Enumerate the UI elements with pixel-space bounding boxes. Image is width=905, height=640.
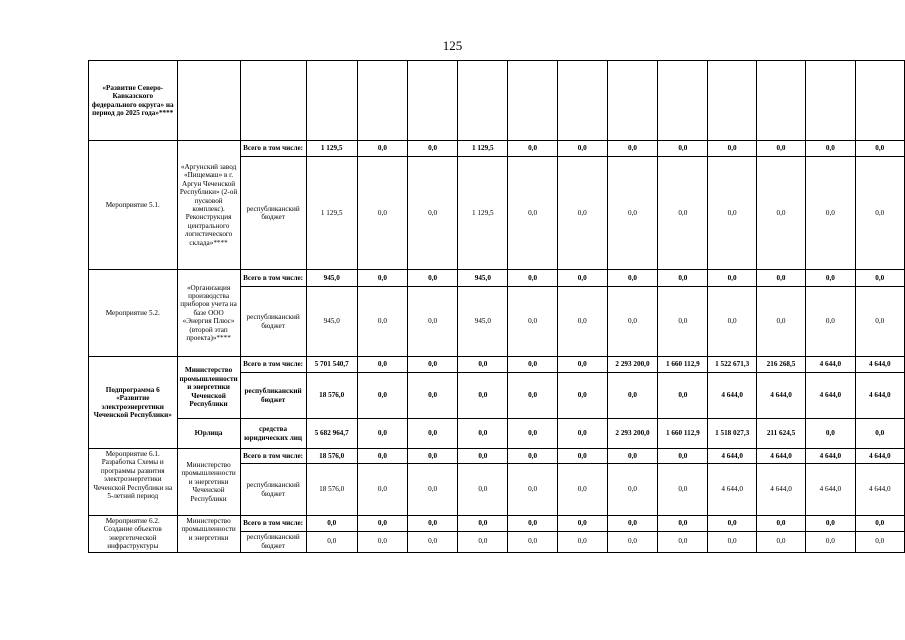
- value-cell: 0,0: [508, 157, 557, 270]
- measure-label-cell: Мероприятие 6.1. Разработка Схемы и программы развития электроэнергетики Чеченской Республики на 5-летний период: [89, 449, 178, 516]
- value-cell: 18 576,0: [306, 373, 357, 419]
- table-row: [89, 419, 905, 449]
- value-cell: 0,0: [607, 287, 657, 357]
- value-cell: 0,0: [408, 141, 458, 157]
- value-cell: 0,0: [658, 373, 708, 419]
- value-cell: 0,0: [756, 141, 805, 157]
- value-cell: 4 644,0: [806, 357, 855, 373]
- value-cell: 0,0: [806, 531, 855, 552]
- measure-label-cell: Мероприятие 5.2.: [89, 270, 178, 357]
- value-cell: 0,0: [607, 270, 657, 287]
- value-cell: 4 644,0: [855, 449, 904, 464]
- value-cell: 0,0: [855, 287, 904, 357]
- empty-cell: [458, 61, 508, 141]
- value-cell: 0,0: [557, 464, 607, 516]
- value-cell: 0,0: [658, 449, 708, 464]
- executor-cell: Министерство промышленности и энергетики Чеченской Республики: [177, 357, 240, 419]
- measure-label-cell: Мероприятие 6.2. Создание объектов энергетической инфраструктуры: [89, 516, 178, 553]
- funding-source-cell: республиканский бюджет: [240, 531, 306, 552]
- value-cell: 945,0: [458, 270, 508, 287]
- value-cell: 0,0: [607, 141, 657, 157]
- empty-cell: [855, 61, 904, 141]
- value-cell: 4 644,0: [708, 449, 756, 464]
- table-row: [89, 516, 905, 532]
- value-cell: 0,0: [708, 287, 756, 357]
- empty-cell: [806, 61, 855, 141]
- value-cell: 0,0: [408, 464, 458, 516]
- value-cell: 0,0: [508, 287, 557, 357]
- value-cell: 0,0: [806, 157, 855, 270]
- funding-source-cell: Всего в том числе:: [240, 449, 306, 464]
- value-cell: 0,0: [806, 287, 855, 357]
- funding-source-cell: республиканский бюджет: [240, 157, 306, 270]
- value-cell: 0,0: [708, 531, 756, 552]
- value-cell: 945,0: [458, 287, 508, 357]
- value-cell: 0,0: [658, 287, 708, 357]
- executor-cell: «Аргунский завод «Пищемаш» в г. Аргун Чеченской Республики» (2-ой пусковой комплекс). Реконструкция центрального логистического склада»****: [177, 141, 240, 270]
- value-cell: 0,0: [357, 373, 407, 419]
- value-cell: 0,0: [357, 419, 407, 449]
- value-cell: 4 644,0: [756, 464, 805, 516]
- value-cell: 0,0: [658, 531, 708, 552]
- empty-cell: [756, 61, 805, 141]
- value-cell: 0,0: [408, 357, 458, 373]
- value-cell: 1 660 112,9: [658, 419, 708, 449]
- value-cell: 0,0: [806, 419, 855, 449]
- value-cell: 5 701 540,7: [306, 357, 357, 373]
- value-cell: 0,0: [357, 531, 407, 552]
- empty-cell: [607, 61, 657, 141]
- empty-cell: [357, 61, 407, 141]
- value-cell: 211 624,5: [756, 419, 805, 449]
- empty-cell: [306, 61, 357, 141]
- value-cell: 0,0: [756, 270, 805, 287]
- value-cell: 0,0: [557, 357, 607, 373]
- table-row: [89, 141, 905, 157]
- value-cell: 0,0: [508, 270, 557, 287]
- value-cell: 0,0: [756, 157, 805, 270]
- value-cell: 1 129,5: [306, 157, 357, 270]
- value-cell: 4 644,0: [855, 464, 904, 516]
- empty-cell: [177, 61, 240, 141]
- value-cell: 0,0: [855, 157, 904, 270]
- value-cell: 4 644,0: [806, 373, 855, 419]
- table-row: [89, 449, 905, 464]
- value-cell: 0,0: [408, 419, 458, 449]
- value-cell: 0,0: [658, 270, 708, 287]
- executor-cell: «Организация производства приборов учета на базе ООО «Энергия Плюс» (второй этап проекта)»****: [177, 270, 240, 357]
- value-cell: 1 129,5: [458, 157, 508, 270]
- value-cell: 0,0: [357, 287, 407, 357]
- value-cell: 0,0: [458, 449, 508, 464]
- value-cell: 0,0: [708, 270, 756, 287]
- value-cell: 4 644,0: [708, 464, 756, 516]
- value-cell: 0,0: [607, 157, 657, 270]
- value-cell: 0,0: [458, 419, 508, 449]
- value-cell: 1 522 671,3: [708, 357, 756, 373]
- value-cell: 0,0: [708, 157, 756, 270]
- value-cell: 0,0: [508, 464, 557, 516]
- executor-cell: Министерство промышленности и энергетики: [177, 516, 240, 553]
- value-cell: 945,0: [306, 287, 357, 357]
- value-cell: 4 644,0: [756, 449, 805, 464]
- empty-cell: [708, 61, 756, 141]
- value-cell: 4 644,0: [806, 464, 855, 516]
- value-cell: 0,0: [557, 157, 607, 270]
- empty-cell: [240, 61, 306, 141]
- value-cell: 945,0: [306, 270, 357, 287]
- value-cell: 1 518 027,3: [708, 419, 756, 449]
- value-cell: 0,0: [408, 157, 458, 270]
- value-cell: 0,0: [408, 449, 458, 464]
- value-cell: 0,0: [855, 531, 904, 552]
- value-cell: 0,0: [357, 357, 407, 373]
- value-cell: 0,0: [357, 157, 407, 270]
- budget-table: [88, 60, 905, 553]
- value-cell: 0,0: [357, 464, 407, 516]
- value-cell: 0,0: [557, 531, 607, 552]
- value-cell: 0,0: [708, 516, 756, 532]
- value-cell: 0,0: [508, 373, 557, 419]
- table-row: [89, 357, 905, 373]
- funding-source-cell: республиканский бюджет: [240, 287, 306, 357]
- value-cell: 0,0: [357, 141, 407, 157]
- value-cell: 0,0: [607, 373, 657, 419]
- executor-cell: Юрлица: [177, 419, 240, 449]
- funding-source-cell: Всего в том числе:: [240, 357, 306, 373]
- measure-label-cell: Подпрограмма 6 «Развитие электроэнергетики Чеченской Республики»: [89, 357, 178, 449]
- value-cell: 1 129,5: [306, 141, 357, 157]
- value-cell: 0,0: [855, 270, 904, 287]
- value-cell: 0,0: [855, 419, 904, 449]
- value-cell: 0,0: [408, 287, 458, 357]
- value-cell: 0,0: [708, 141, 756, 157]
- value-cell: 0,0: [408, 516, 458, 532]
- funding-source-cell: Всего в том числе:: [240, 270, 306, 287]
- value-cell: 0,0: [756, 287, 805, 357]
- empty-cell: [557, 61, 607, 141]
- value-cell: 0,0: [306, 516, 357, 532]
- value-cell: 0,0: [658, 157, 708, 270]
- value-cell: 216 268,5: [756, 357, 805, 373]
- table-row: [89, 61, 905, 141]
- program-title-cell: «Развитие Северо-Кавказского федерального округа» на период до 2025 года»****: [89, 61, 178, 141]
- funding-source-cell: средства юридических лиц: [240, 419, 306, 449]
- value-cell: 0,0: [607, 449, 657, 464]
- value-cell: 0,0: [855, 141, 904, 157]
- funding-source-cell: Всего в том числе:: [240, 141, 306, 157]
- value-cell: 0,0: [756, 516, 805, 532]
- value-cell: 5 682 964,7: [306, 419, 357, 449]
- value-cell: 0,0: [806, 141, 855, 157]
- value-cell: 0,0: [658, 464, 708, 516]
- value-cell: 0,0: [508, 449, 557, 464]
- value-cell: 0,0: [658, 141, 708, 157]
- value-cell: 0,0: [658, 516, 708, 532]
- value-cell: 0,0: [458, 531, 508, 552]
- value-cell: 0,0: [408, 373, 458, 419]
- measure-label-cell: Мероприятие 5.1.: [89, 141, 178, 270]
- value-cell: 1 129,5: [458, 141, 508, 157]
- empty-cell: [408, 61, 458, 141]
- value-cell: 0,0: [607, 464, 657, 516]
- value-cell: 2 293 200,0: [607, 357, 657, 373]
- value-cell: 0,0: [458, 373, 508, 419]
- value-cell: 4 644,0: [756, 373, 805, 419]
- value-cell: 4 644,0: [806, 449, 855, 464]
- value-cell: 0,0: [557, 419, 607, 449]
- value-cell: 1 660 112,9: [658, 357, 708, 373]
- value-cell: 18 576,0: [306, 464, 357, 516]
- empty-cell: [658, 61, 708, 141]
- value-cell: 0,0: [557, 516, 607, 532]
- value-cell: 0,0: [557, 373, 607, 419]
- value-cell: 0,0: [357, 516, 407, 532]
- value-cell: 0,0: [508, 531, 557, 552]
- value-cell: 0,0: [607, 516, 657, 532]
- value-cell: 0,0: [357, 270, 407, 287]
- funding-source-cell: республиканский бюджет: [240, 373, 306, 419]
- value-cell: 0,0: [806, 516, 855, 532]
- value-cell: 0,0: [557, 287, 607, 357]
- value-cell: 0,0: [508, 516, 557, 532]
- value-cell: 0,0: [357, 449, 407, 464]
- value-cell: 0,0: [458, 516, 508, 532]
- funding-source-cell: Всего в том числе:: [240, 516, 306, 532]
- value-cell: 0,0: [408, 270, 458, 287]
- value-cell: 4 644,0: [855, 357, 904, 373]
- table-row: [89, 270, 905, 287]
- value-cell: 0,0: [855, 516, 904, 532]
- value-cell: 2 293 200,0: [607, 419, 657, 449]
- value-cell: 0,0: [557, 270, 607, 287]
- value-cell: 0,0: [306, 531, 357, 552]
- value-cell: 0,0: [458, 464, 508, 516]
- value-cell: 0,0: [756, 531, 805, 552]
- value-cell: 0,0: [508, 357, 557, 373]
- value-cell: 0,0: [607, 531, 657, 552]
- value-cell: 0,0: [408, 531, 458, 552]
- value-cell: 0,0: [557, 449, 607, 464]
- value-cell: 18 576,0: [306, 449, 357, 464]
- value-cell: 4 644,0: [855, 373, 904, 419]
- funding-source-cell: республиканский бюджет: [240, 464, 306, 516]
- value-cell: 4 644,0: [708, 373, 756, 419]
- value-cell: 0,0: [508, 141, 557, 157]
- page-number: 125: [442, 38, 463, 53]
- value-cell: 0,0: [458, 357, 508, 373]
- value-cell: 0,0: [557, 141, 607, 157]
- value-cell: 0,0: [508, 419, 557, 449]
- executor-cell: Министерство промышленности и энергетики Чеченской Республики: [177, 449, 240, 516]
- value-cell: 0,0: [806, 270, 855, 287]
- empty-cell: [508, 61, 557, 141]
